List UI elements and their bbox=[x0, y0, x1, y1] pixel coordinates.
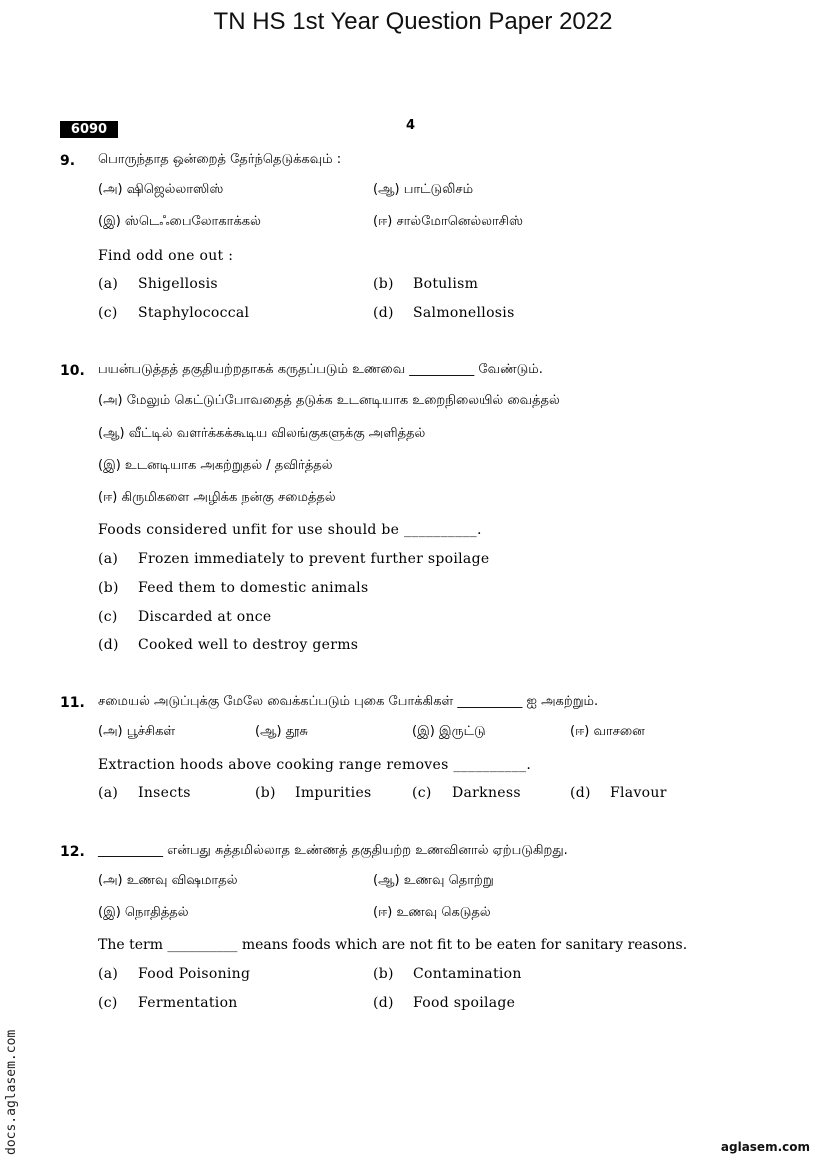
option-label: (a) bbox=[98, 551, 119, 567]
option-label: (c) bbox=[98, 995, 118, 1011]
option-c bbox=[412, 785, 521, 801]
option-d bbox=[373, 995, 515, 1011]
option-tamil: (ஆ) தூசு bbox=[255, 724, 308, 739]
option-d bbox=[98, 637, 358, 653]
option-text: Darkness bbox=[452, 785, 521, 801]
option-text: Food Poisoning bbox=[138, 966, 251, 982]
option-text: Botulism bbox=[413, 276, 479, 292]
option-d bbox=[373, 305, 515, 321]
option-tamil: (இ) உடனடியாக அகற்றுதல் / தவிர்த்தல் bbox=[98, 458, 333, 473]
option-tamil: (ஆ) வீட்டில் வளர்க்கக்கூடிய விலங்குகளுக்கு அளித்தல் bbox=[98, 426, 426, 441]
option-tamil: (ஈ) உணவு கெடுதல் bbox=[373, 905, 491, 920]
option-text: Contamination bbox=[413, 966, 522, 982]
question-number: 10. bbox=[60, 363, 85, 379]
question-text-tamil: __________ என்பது சுத்தமில்லாத உண்ணத் தகுதியற்ற உணவினால் ஏற்படுகிறது. bbox=[98, 843, 568, 858]
option-label: (b) bbox=[255, 785, 276, 801]
option-text: Impurities bbox=[295, 785, 372, 801]
question-text-english: Foods considered unfit for use should be __________. bbox=[98, 522, 482, 538]
option-label: (b) bbox=[373, 276, 394, 292]
option-label: (a) bbox=[98, 276, 119, 292]
option-label: (d) bbox=[570, 785, 591, 801]
option-tamil: (ஈ) வாசனை bbox=[570, 724, 645, 739]
question-number: 11. bbox=[60, 695, 85, 711]
option-label: (c) bbox=[412, 785, 432, 801]
option-d bbox=[570, 785, 667, 801]
question-text-english: Extraction hoods above cooking range removes __________. bbox=[98, 757, 532, 773]
option-tamil: (ஈ) சால்மோனெல்லாசிஸ் bbox=[373, 214, 523, 229]
option-tamil: (ஈ) கிருமிகளை அழிக்க நன்கு சமைத்தல் bbox=[98, 490, 336, 505]
option-text: Flavour bbox=[610, 785, 667, 801]
page-title: TN HS 1st Year Question Paper 2022 bbox=[213, 8, 613, 35]
option-label: (d) bbox=[373, 305, 394, 321]
option-tamil: (இ) நொதித்தல் bbox=[98, 905, 189, 920]
option-a bbox=[98, 551, 489, 567]
option-tamil: (அ) ஷிஜெல்லாஸிஸ் bbox=[98, 182, 224, 197]
option-a bbox=[98, 966, 250, 982]
option-label: (b) bbox=[373, 966, 394, 982]
option-label: (d) bbox=[98, 637, 119, 653]
option-c bbox=[98, 305, 249, 321]
option-text: Frozen immediately to prevent further spoilage bbox=[138, 551, 490, 567]
option-c bbox=[98, 609, 272, 625]
option-label: (c) bbox=[98, 609, 118, 625]
option-c bbox=[98, 995, 238, 1011]
option-text: Shigellosis bbox=[138, 276, 218, 292]
page-number: 4 bbox=[406, 118, 416, 133]
option-b bbox=[255, 785, 372, 801]
option-text: Cooked well to destroy germs bbox=[138, 637, 359, 653]
option-tamil: (ஆ) பாட்டுலிசம் bbox=[373, 182, 474, 197]
question-text-english: Find odd one out : bbox=[98, 248, 234, 264]
option-label: (b) bbox=[98, 580, 119, 596]
option-text: Food spoilage bbox=[413, 995, 516, 1011]
option-text: Salmonellosis bbox=[413, 305, 515, 321]
footer-brand: aglasem.com bbox=[720, 1140, 810, 1154]
option-tamil: (இ) இருட்டு bbox=[412, 724, 486, 739]
paper-code-badge: 6090 bbox=[60, 121, 118, 138]
option-a bbox=[98, 276, 218, 292]
option-text: Insects bbox=[138, 785, 191, 801]
question-text-english: The term __________ means foods which are not fit to be eaten for sanitary reasons. bbox=[98, 937, 688, 953]
option-label: (c) bbox=[98, 305, 118, 321]
option-b bbox=[373, 966, 522, 982]
option-text: Discarded at once bbox=[138, 609, 272, 625]
option-tamil: (இ) ஸ்டெஃபைலோகாக்கல் bbox=[98, 214, 261, 229]
option-text: Feed them to domestic animals bbox=[138, 580, 369, 596]
side-watermark: docs.aglasem.com bbox=[4, 1029, 19, 1155]
option-label: (a) bbox=[98, 785, 119, 801]
option-tamil: (ஆ) உணவு தொற்று bbox=[373, 873, 494, 888]
question-number: 9. bbox=[60, 153, 76, 169]
question-text-tamil: சமையல் அடுப்புக்கு மேலே வைக்கப்படும் புகை போக்கிகள் __________ ஐ அகற்றும். bbox=[98, 694, 599, 709]
option-tamil: (அ) பூச்சிகள் bbox=[98, 724, 176, 739]
question-number: 12. bbox=[60, 844, 85, 860]
option-label: (d) bbox=[373, 995, 394, 1011]
question-text-tamil: பயன்படுத்தத் தகுதியற்றதாகக் கருதப்படும் உணவை __________ வேண்டும். bbox=[98, 362, 543, 377]
question-text-tamil: பொருந்தாத ஒன்றைத் தேர்ந்தெடுக்கவும் : bbox=[98, 152, 342, 167]
option-a bbox=[98, 785, 191, 801]
option-b bbox=[98, 580, 368, 596]
option-text: Staphylococcal bbox=[138, 305, 250, 321]
option-b bbox=[373, 276, 478, 292]
option-label: (a) bbox=[98, 966, 119, 982]
option-tamil: (அ) மேலும் கெட்டுப்போவதைத் தடுக்க உடனடியாக உறைநிலையில் வைத்தல் bbox=[98, 393, 560, 408]
option-text: Fermentation bbox=[138, 995, 238, 1011]
option-tamil: (அ) உணவு விஷமாதல் bbox=[98, 873, 238, 888]
